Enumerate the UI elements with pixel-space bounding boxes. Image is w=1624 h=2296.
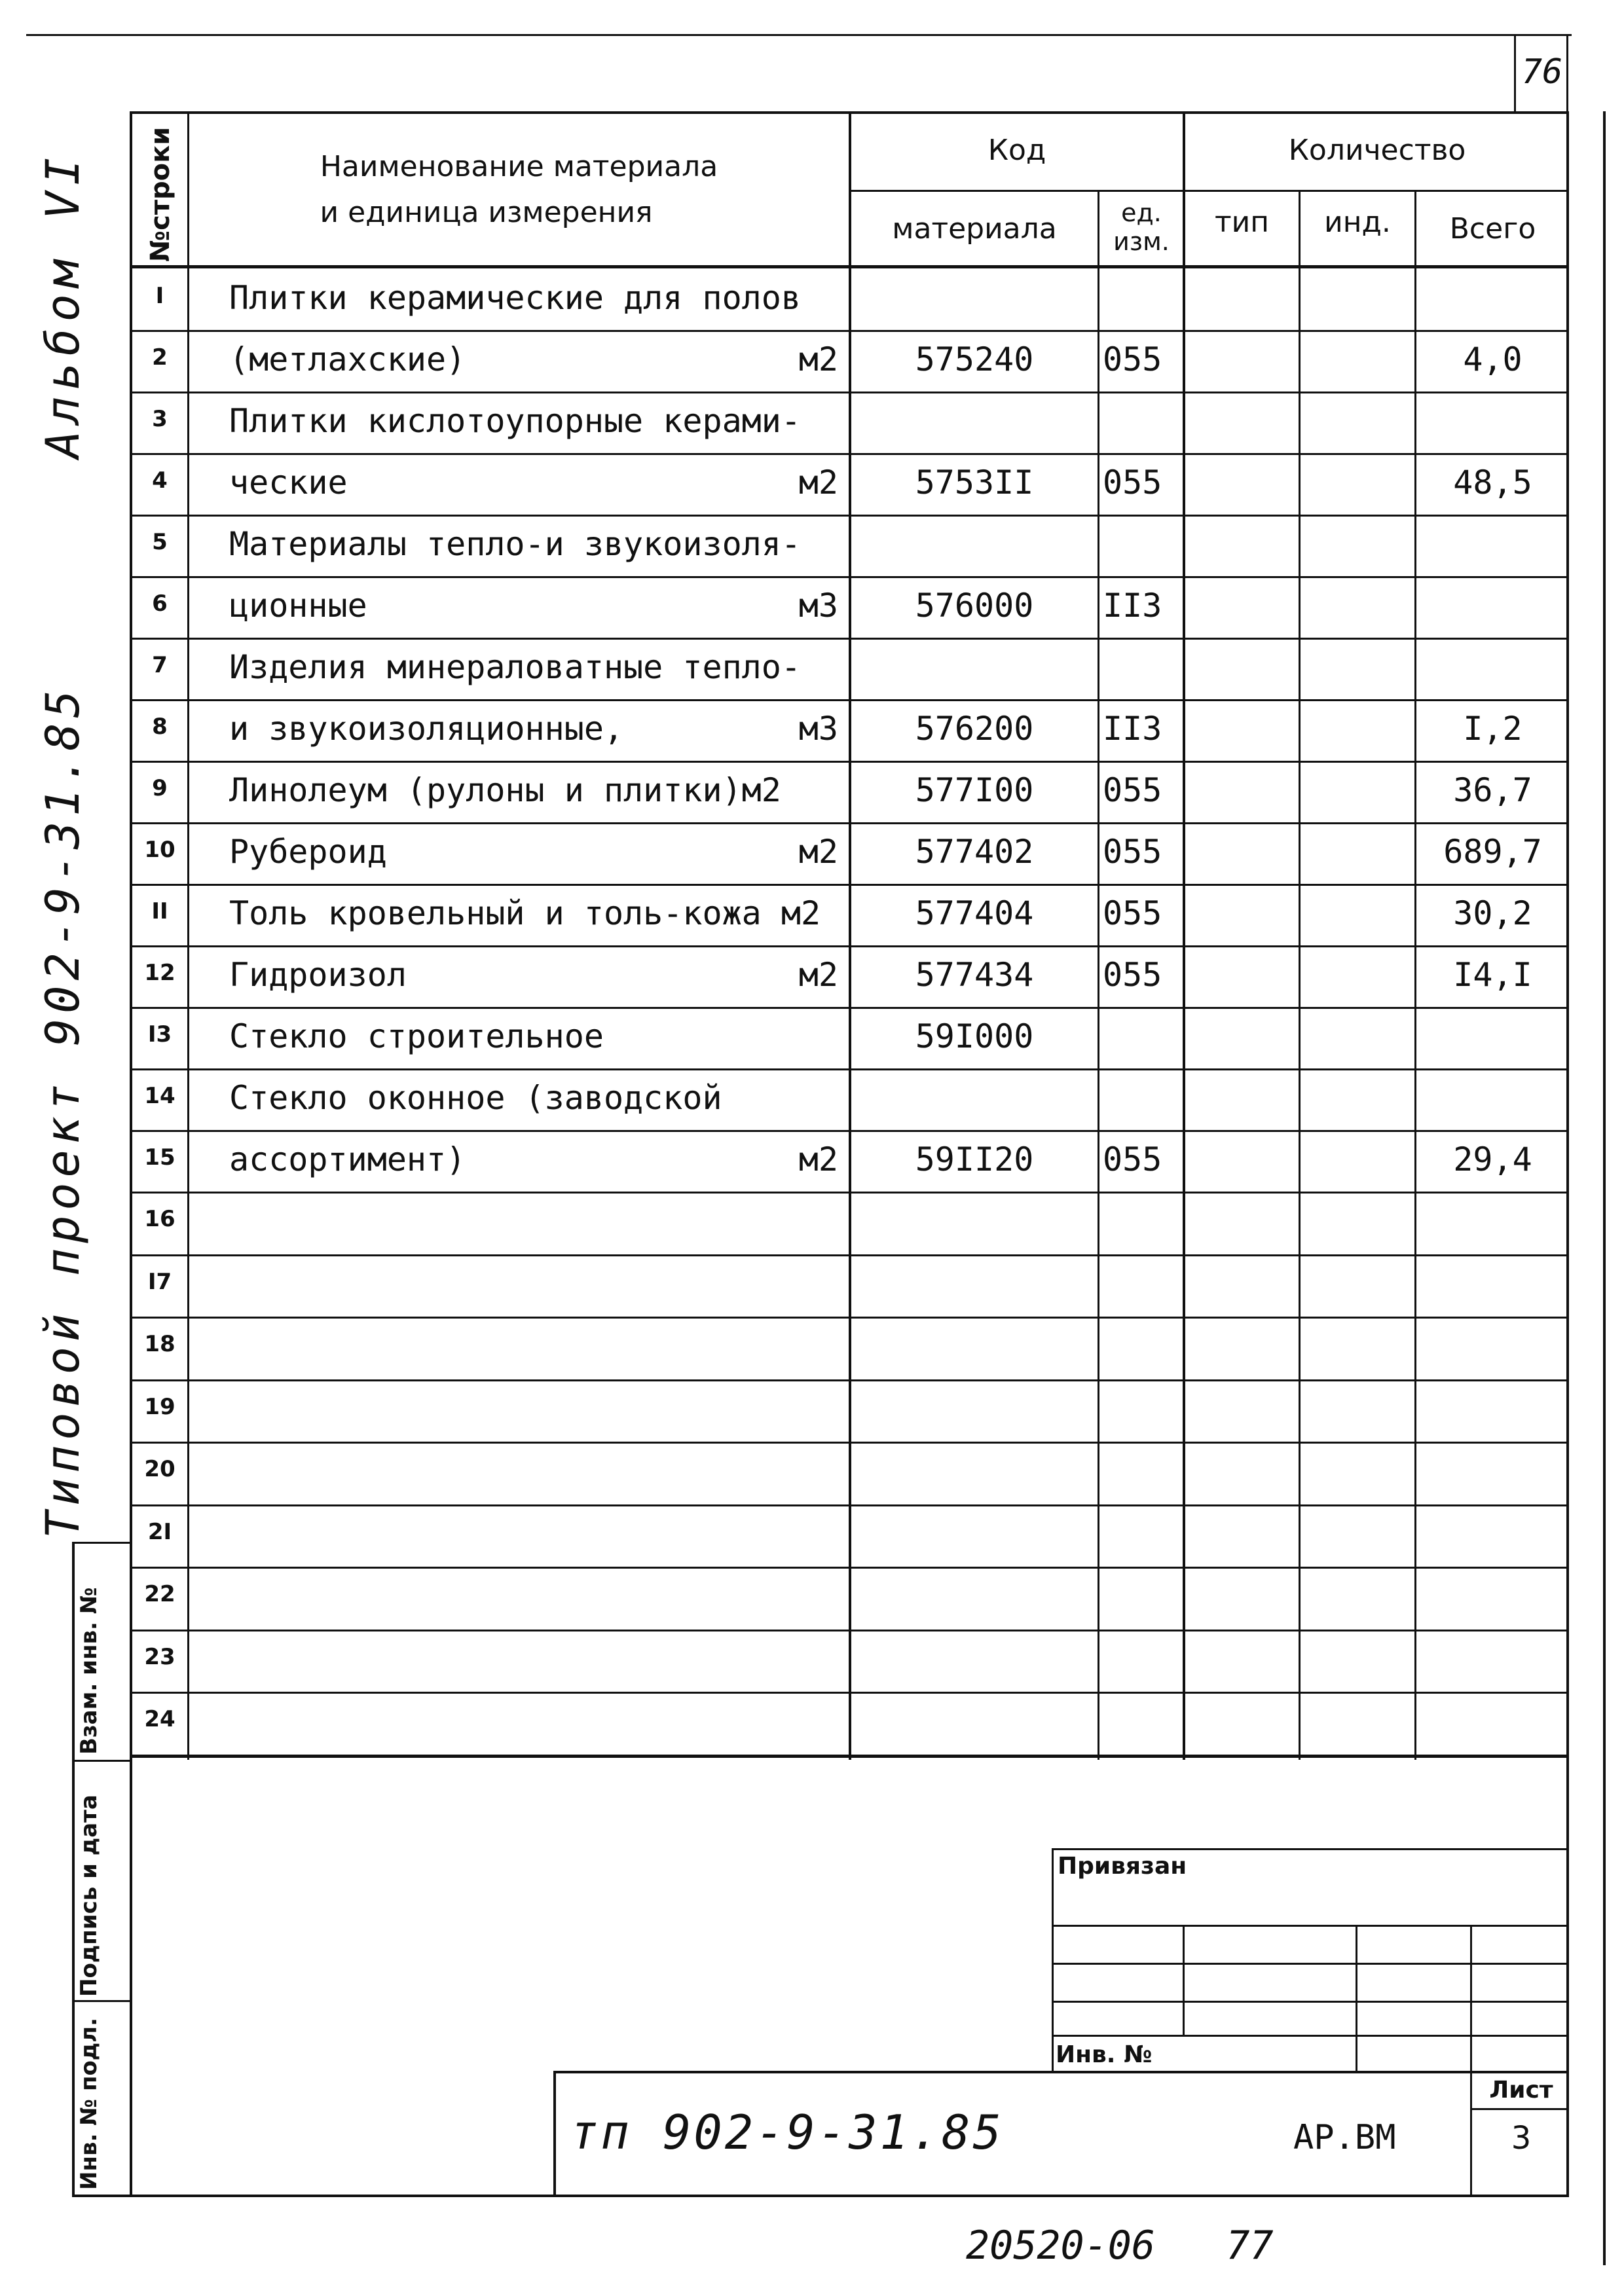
- tb-strip-top: [553, 2071, 1569, 2073]
- header-code-group: Код: [987, 133, 1046, 167]
- row-unit: м2: [798, 833, 838, 871]
- header-qty-ind: инд.: [1324, 205, 1391, 239]
- frame-bottom: [72, 2195, 1569, 2197]
- row-number: 4: [152, 467, 168, 494]
- tb-left: [1052, 1848, 1054, 2071]
- row-name: Материалы тепло-и звукоизоля-: [229, 525, 801, 563]
- col-line-ind: [1299, 190, 1301, 1760]
- stamp-vzam: Взам. инв. №: [76, 1587, 102, 1755]
- row-number: 8: [152, 714, 168, 740]
- top-border: [26, 34, 1572, 36]
- row-name: Плитки кислотоупорные керами-: [229, 402, 801, 440]
- row-unit-code: 055: [1103, 894, 1162, 932]
- row-unit: м3: [798, 587, 838, 625]
- table-row-divider: [130, 1630, 1569, 1631]
- header-code-unit: ед. изм.: [1113, 198, 1170, 256]
- row-unit: м2: [798, 464, 838, 501]
- row-name: Изделия минераловатные тепло-: [229, 648, 801, 686]
- stamp-inv-podl: Инв. № подл.: [76, 2017, 102, 2190]
- row-number: 24: [144, 1706, 175, 1732]
- table-row-divider: [130, 822, 1569, 824]
- row-total: 29,4: [1453, 1140, 1532, 1178]
- row-name: (метлахские): [229, 340, 466, 378]
- row-number: I7: [147, 1268, 172, 1295]
- row-name: Плитки керамические для полов: [229, 279, 801, 317]
- table-row-divider: [130, 761, 1569, 763]
- col-line-name: [187, 111, 189, 1760]
- table-row-divider: [130, 1317, 1569, 1319]
- row-unit: м2: [798, 340, 838, 378]
- header-qty-total: Всего: [1449, 211, 1536, 246]
- row-material-code: 59II20: [915, 1140, 1034, 1178]
- row-material-code: 577I00: [915, 771, 1034, 809]
- row-number: 15: [144, 1144, 175, 1171]
- tb-row-3: [1052, 2001, 1569, 2003]
- tb-sheet-divider: [1470, 2108, 1569, 2110]
- row-number: I: [155, 283, 164, 309]
- tb-inv-no: Инв. №: [1056, 2041, 1153, 2068]
- table-row-divider: [130, 1130, 1569, 1132]
- row-total: 48,5: [1453, 464, 1532, 501]
- table-row-divider: [130, 699, 1569, 701]
- tb-top: [1052, 1848, 1569, 1850]
- tb-sheet-label: Лист: [1489, 2077, 1553, 2104]
- row-number: 14: [144, 1083, 175, 1109]
- header-subline: [849, 190, 1569, 192]
- row-unit-code: 055: [1103, 833, 1162, 871]
- row-total: I4,I: [1453, 956, 1532, 994]
- row-number: II: [151, 898, 168, 924]
- stamp-line-2: [72, 2000, 131, 2002]
- row-number: 18: [144, 1331, 175, 1357]
- table-row-divider: [130, 884, 1569, 886]
- row-name: ческие: [229, 464, 348, 501]
- row-material-code: 59I000: [915, 1017, 1034, 1055]
- row-total: 30,2: [1453, 894, 1532, 932]
- row-number: I3: [147, 1021, 172, 1048]
- row-number: 16: [144, 1206, 175, 1232]
- page-number-box-right: [1566, 36, 1568, 113]
- right-margin-line: [1603, 111, 1606, 2265]
- tb-row-4: [1052, 2035, 1569, 2037]
- row-name: Рубероид: [229, 833, 387, 871]
- col-line-unitcode: [1098, 190, 1099, 1760]
- row-unit-code: II3: [1103, 587, 1162, 625]
- table-row-divider: [130, 945, 1569, 947]
- row-unit-code: II3: [1103, 710, 1162, 748]
- row-material-code: 575240: [915, 340, 1034, 378]
- row-total: I,2: [1463, 710, 1522, 748]
- table-row-divider: [130, 1254, 1569, 1256]
- col-line-qty: [1183, 111, 1185, 1760]
- table-row-divider: [130, 515, 1569, 517]
- table-row-divider: [130, 453, 1569, 455]
- row-total: 689,7: [1443, 833, 1542, 871]
- row-number: 20: [144, 1456, 175, 1482]
- row-number: 5: [152, 529, 168, 555]
- table-row-divider: [130, 1007, 1569, 1009]
- side-album-title: Альбом VI: [36, 151, 90, 458]
- row-total: 36,7: [1453, 771, 1532, 809]
- row-name: Гидроизол: [229, 956, 407, 994]
- row-total: 4,0: [1463, 340, 1522, 378]
- header-qty-group: Количество: [1288, 133, 1466, 167]
- row-unit-code: 055: [1103, 1140, 1162, 1178]
- row-material-code: 576200: [915, 710, 1034, 748]
- row-material-code: 576000: [915, 587, 1034, 625]
- row-name: Линолеум (рулоны и плитки)м2: [229, 771, 781, 809]
- table-row-divider: [130, 1567, 1569, 1569]
- stamp-top-line: [72, 1542, 131, 1544]
- row-number: 10: [144, 837, 175, 863]
- row-number: 2I: [147, 1518, 172, 1545]
- stamp-podpis: Подпись и дата: [76, 1795, 102, 1997]
- table-row-divider: [130, 1504, 1569, 1506]
- row-material-code: 5753II: [915, 464, 1034, 501]
- header-name-line1: Наименование материала: [320, 149, 718, 183]
- tb-row-1: [1052, 1925, 1569, 1927]
- stamp-line-1: [72, 1760, 131, 1762]
- tb-row-2: [1052, 1963, 1569, 1965]
- tb-col-3: [1470, 1925, 1472, 2196]
- table-row-divider: [130, 1068, 1569, 1070]
- row-number: 12: [144, 960, 175, 986]
- row-number: 23: [144, 1643, 175, 1670]
- tb-strip-left: [553, 2071, 556, 2196]
- row-number: 3: [152, 406, 168, 432]
- table-row-divider: [130, 1379, 1569, 1381]
- table-row-divider: [130, 1192, 1569, 1194]
- header-code-material: материала: [892, 211, 1057, 246]
- row-unit-code: 055: [1103, 340, 1162, 378]
- header-qty-type: тип: [1215, 205, 1269, 239]
- table-row-divider: [130, 638, 1569, 640]
- row-number: 6: [152, 591, 168, 617]
- side-project-title: Типовой проект 902-9-31.85: [36, 685, 90, 1539]
- row-name: ассортимент): [229, 1140, 466, 1178]
- row-unit-code: 055: [1103, 464, 1162, 501]
- page-number-box-left: [1514, 36, 1516, 113]
- row-unit: м3: [798, 710, 838, 748]
- header-bottom: [130, 265, 1569, 268]
- stamp-left-line: [72, 1542, 75, 2196]
- row-material-code: 577402: [915, 833, 1034, 871]
- row-name: Толь кровельный и толь-кожа м2: [229, 894, 821, 932]
- row-number: 22: [144, 1581, 175, 1607]
- row-unit-code: 055: [1103, 956, 1162, 994]
- row-name: ционные: [229, 587, 367, 625]
- row-material-code: 577434: [915, 956, 1034, 994]
- row-unit: м2: [798, 956, 838, 994]
- row-name: Стекло строительное: [229, 1017, 604, 1055]
- row-name: и звукоизоляционные,: [229, 710, 624, 748]
- header-name-line2: и единица измерения: [320, 195, 653, 229]
- footer-number: 20520-06 77: [966, 2223, 1274, 2269]
- tb-doc-number: тп 902-9-31.85: [570, 2105, 1004, 2160]
- tb-sheet-number: 3: [1511, 2120, 1532, 2157]
- tb-col-1: [1183, 1925, 1185, 2035]
- table-row-divider: [130, 1755, 1569, 1758]
- table-row-divider: [130, 1692, 1569, 1694]
- row-name: Стекло оконное (заводской: [229, 1079, 722, 1117]
- row-material-code: 577404: [915, 894, 1034, 932]
- row-unit-code: 055: [1103, 771, 1162, 809]
- row-number: 7: [152, 652, 168, 678]
- table-row-divider: [130, 1442, 1569, 1444]
- row-number: 9: [152, 775, 168, 801]
- row-unit: м2: [798, 1140, 838, 1178]
- table-row-divider: [130, 392, 1569, 393]
- tb-doc-code: АР.ВМ: [1293, 2118, 1396, 2157]
- tb-privyazan: Привязан: [1058, 1853, 1187, 1880]
- row-number: 2: [152, 344, 168, 371]
- page-number: 76: [1521, 52, 1563, 92]
- table-row-divider: [130, 330, 1569, 332]
- tb-col-2: [1356, 1925, 1357, 2071]
- header-rownum: №строки: [145, 126, 175, 262]
- row-number: 19: [144, 1393, 175, 1420]
- table-row-divider: [130, 576, 1569, 578]
